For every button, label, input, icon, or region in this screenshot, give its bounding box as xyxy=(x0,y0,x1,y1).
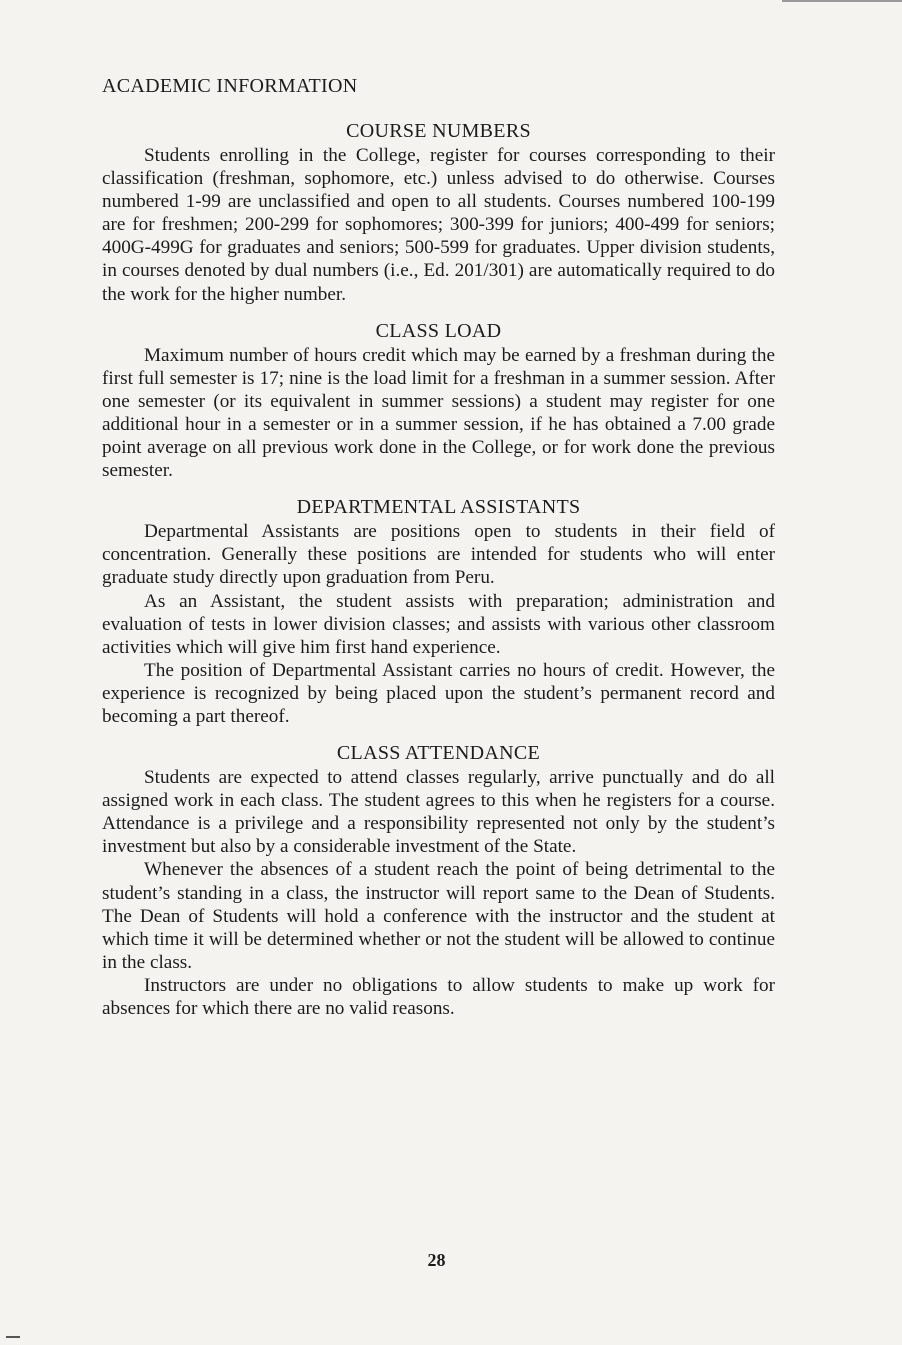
page-number: 28 xyxy=(427,1250,446,1270)
page-header: ACADEMIC INFORMATION xyxy=(102,75,358,97)
paragraph: Students enrolling in the College, register for courses corresponding to their classification (freshman, sophomore, etc.) unless advised to do otherwise. Courses numbered 1-99 are unclassified and open to all students. Courses numbered 100-199 are for freshmen; 200-299 for sophomores; 300-399 for juniors; 400-499 for seniors; 400G-499G for graduates and seniors; 500-599 for graduates. Upper division students, in courses denoted by dual numbers (i.e., Ed. 201/301) are automatically required to do the work for the higher number. xyxy=(102,145,775,305)
paragraph: Whenever the absences of a student reach the point of being detrimental to the student’s standing in a class, the instructor will report same to the Dean of Students. The Dean of Students will hold a conference with the instructor and the student at which time it will be determined whether or not the student will be allowed to continue in the class. xyxy=(102,859,775,973)
section-title: DEPARTMENTAL ASSISTANTS xyxy=(296,496,581,519)
page-content xyxy=(102,70,775,1026)
top-edge-rule xyxy=(782,0,902,2)
paragraph: Students are expected to attend classes regularly, arrive punctually and do all assigned work in each class. The student agrees to this when he registers for a course. Attendance is a privilege and a responsibility represented not only by the student’s investment but also by a considerable investment of the State. xyxy=(102,767,775,858)
section-course-numbers xyxy=(102,118,775,306)
paragraph: The position of Departmental Assistant carries no hours of credit. However, the experience is recognized by being placed upon the student’s permanent record and becoming a part thereof. xyxy=(102,659,775,727)
section-title: CLASS LOAD xyxy=(375,319,502,342)
section-departmental-assistants xyxy=(102,494,775,728)
paragraph: Instructors are under no obligations to allow students to make up work for absences for which there are no valid reasons. xyxy=(102,974,775,1019)
section-class-attendance xyxy=(102,740,775,1020)
section-title: COURSE NUMBERS xyxy=(346,120,531,142)
paragraph: Maximum number of hours credit which may be earned by a freshman during the first full semester is 17; nine is the load limit for a freshman in a summer session. After one semester (or its equivalent in summer sessions) a student may register for one additional hour in a semester or in a summer session, if he has obtained a 7.00 grade point average on all previous work done in the College, or for work done the previous semester. xyxy=(102,344,775,482)
section-class-load xyxy=(102,318,775,483)
section-title: CLASS ATTENDANCE xyxy=(336,742,541,765)
scan-corner-mark xyxy=(6,1336,20,1338)
paragraph: As an Assistant, the student assists with preparation; administration and evaluation of tests in lower division classes; and assists with various other classroom activities which will give him first hand experience. xyxy=(102,590,775,658)
paragraph: Departmental Assistants are positions open to students in their field of concentration. Generally these positions are intended for students who will enter graduate study directly upon graduation from Peru. xyxy=(102,521,775,589)
